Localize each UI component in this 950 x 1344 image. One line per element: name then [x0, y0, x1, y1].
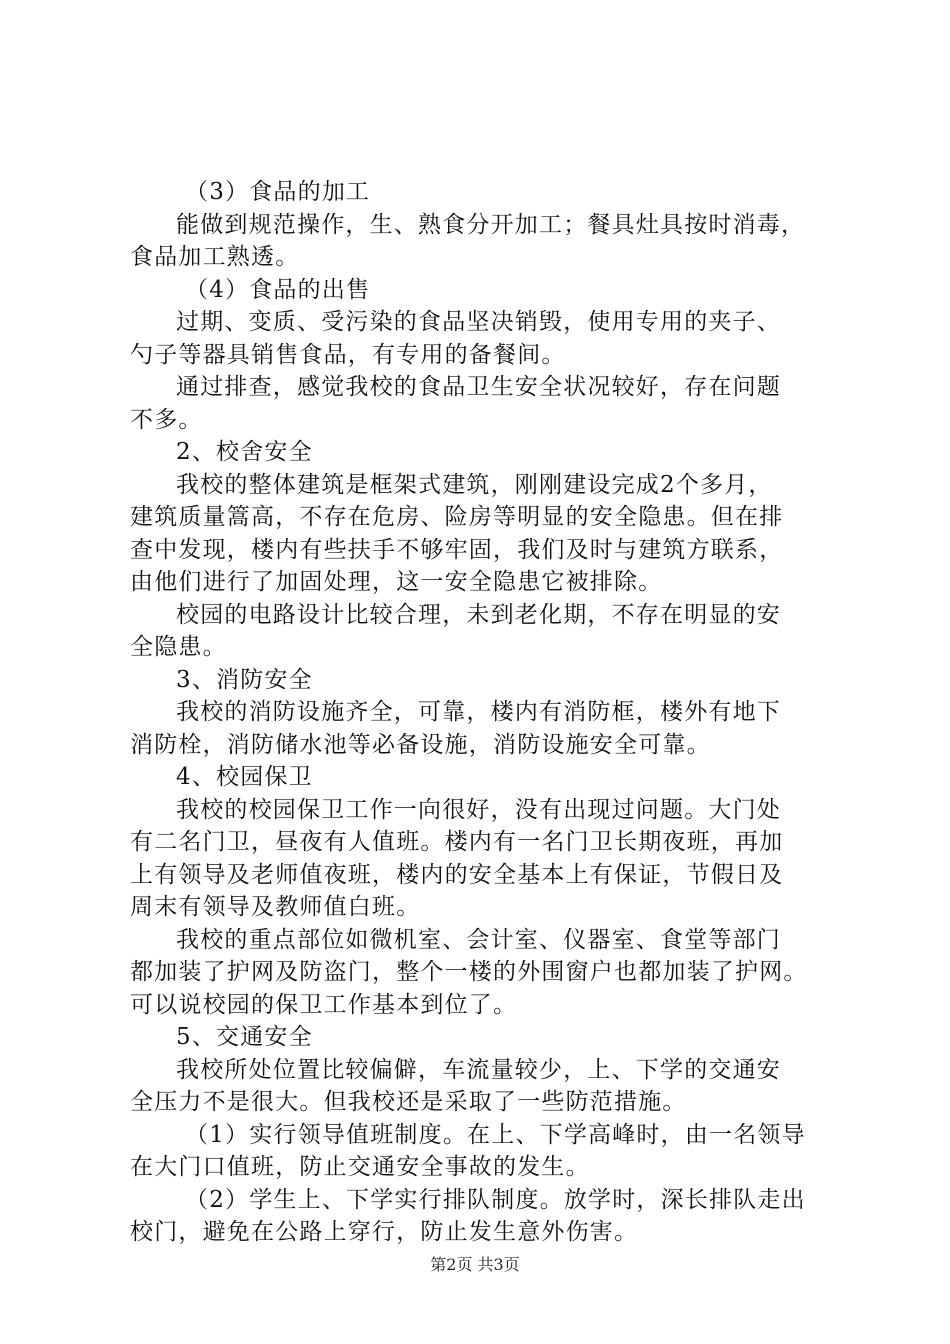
text-line: 周末有领导及教师值白班。	[130, 894, 421, 920]
text-line: 建筑质量篙高，不存在危房、险房等明显的安全隐患。但在排	[130, 504, 784, 530]
text-line: 由他们进行了加固处理，这一安全隐患它被排除。	[130, 569, 663, 595]
text-line: 上有领导及老师值夜班，楼内的安全基本上有保证，节假日及	[130, 861, 784, 888]
document-body	[130, 176, 850, 1249]
text-line: （2）学生上、下学实行排队制度。放学时，深长排队走出	[185, 1186, 806, 1213]
text-line: 4、校园保卫	[176, 764, 313, 790]
text-line: 有二名门卫，昼夜有人值班。楼内有一名门卫长期夜班，再加	[130, 829, 784, 855]
text-line: 全压力不是很大。但我校还是采取了一些防范措施。	[130, 1089, 687, 1115]
text-line: 我校的重点部位如微机室、会计室、仪器室、食堂等部门	[176, 926, 781, 953]
text-line: 食品加工熟透。	[130, 244, 300, 270]
text-line: 校门，避免在公路上穿行，防止发生意外伤害。	[130, 1219, 639, 1245]
text-line: 过期、变质、受污染的食品坚决销毁，使用专用的夹子、	[176, 309, 781, 335]
text-line: 能做到规范操作，生、熟食分开加工；餐具灶具按时消毒，	[176, 211, 806, 238]
text-line: 2、校舍安全	[176, 439, 313, 465]
page-footer: 第2页 共3页	[430, 1255, 520, 1274]
text-line: 消防栓，消防储水池等必备设施，消防设施安全可靠。	[130, 731, 711, 758]
text-line: （3）食品的加工	[185, 179, 371, 205]
text-line: 勺子等器具销售食品，有专用的备餐间。	[130, 341, 566, 368]
text-line: 5、交通安全	[176, 1024, 313, 1050]
text-line: 全隐患。	[130, 634, 227, 660]
text-line: 校园的电路设计比较合理，未到老化期，不存在明显的安	[176, 601, 781, 628]
text-line: 不多。	[130, 406, 203, 433]
text-line: （1）实行领导值班制度。在上、下学高峰时，由一名领导	[185, 1121, 806, 1148]
text-line: 查中发现，楼内有些扶手不够牢固，我们及时与建筑方联系，	[130, 536, 784, 563]
text-line: 都加装了护网及防盗门，整个一楼的外围窗户也都加装了护网。	[130, 959, 808, 985]
text-line: 3、消防安全	[176, 666, 313, 693]
text-line: 通过排查，感觉我校的食品卫生安全状况较好，存在问题	[176, 374, 781, 400]
text-line: 我校的整体建筑是框架式建筑，刚刚建设完成2个多月，	[176, 471, 773, 498]
text-line: 我校的校园保卫工作一向很好，没有出现过问题。大门处	[176, 796, 781, 823]
text-line: （4）食品的出售	[185, 276, 371, 303]
text-line: 可以说校园的保卫工作基本到位了。	[130, 991, 518, 1018]
text-line: 我校所处位置比较偏僻，车流量较少，上、下学的交通安	[176, 1056, 781, 1083]
text-line: 在大门口值班，防止交通安全事故的发生。	[130, 1154, 590, 1180]
text-line: 我校的消防设施齐全，可靠，楼内有消防框，楼外有地下	[176, 699, 781, 725]
